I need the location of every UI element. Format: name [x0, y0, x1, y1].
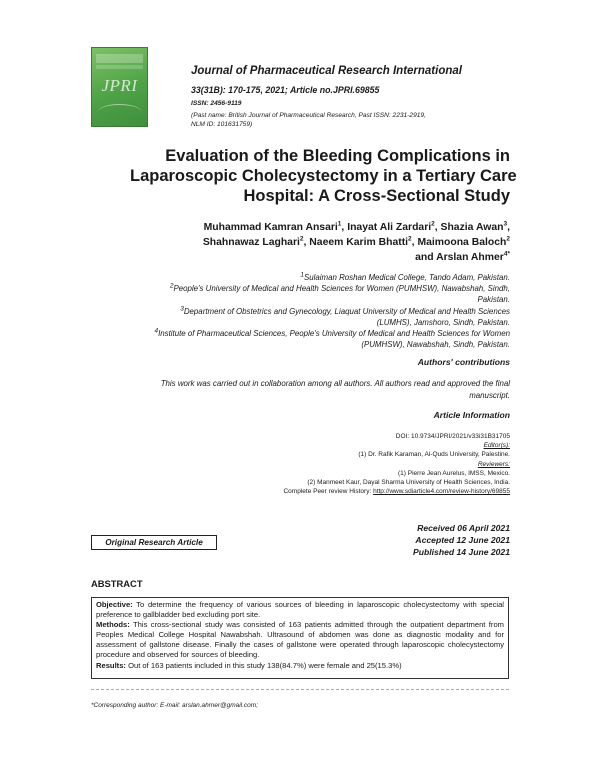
title-line: Hospital: A Cross-Sectional Study	[243, 187, 510, 205]
author-affil-mark: 4*	[503, 250, 510, 258]
affiliation-line: Pakistan.	[477, 295, 510, 305]
author-line: Muhammad Kamran Ansari$^1$, Inayat Ali Zardari$^2$, Shazia Awan$^3$,	[203, 220, 510, 233]
contributions-heading: Authors' contributions	[417, 357, 510, 367]
author-affil-mark: 1	[337, 220, 342, 228]
journal-past-name: (Past name: British Journal of Pharmaceutical Research, Past ISSN: 2231-2919, NLM ID: 101631759)	[191, 112, 426, 128]
footnote-divider	[91, 689, 509, 690]
title-line: Evaluation of the Bleeding Complications in	[165, 147, 510, 165]
author-affil-mark: 2	[408, 235, 412, 243]
author-affil-mark: 2	[506, 235, 510, 243]
abstract-results: Results: Out of 163 patients included in this study 138(84.7%) were female and 25(15.3%)	[96, 660, 402, 670]
abstract-methods: Methods: This cross-sectional study was consisted of 163 patients admitted through the outpatient department from Peoples Medical College Hospital Nawabshah. Ultrasound of abdomen was done as diagnostic modality and for assessment of gallstone disease. Finally the cases of gallstone were operated through laparoscopic cholecystectomy procedure and observed for sources of bleeding.	[96, 620, 504, 660]
corresponding-author-footnote: *Corresponding author: E-mail: arslan.ahmer@gmail.com;	[91, 702, 259, 709]
author-name: Shahnawaz Laghari	[202, 237, 300, 248]
journal-logo-mark: JPRI	[101, 76, 138, 95]
received-date: Received 06 April 2021	[417, 523, 510, 533]
abstract-objective: Objective: To determine the frequency of various sources of bleeding in laparoscopic cholecystectomy with special preference to gallbladder bed excluding port site.	[96, 600, 504, 620]
article-dates	[413, 522, 510, 558]
affiliation-line: $^3$Department of Obstetrics and Gynecology, Liaquat University of Medical and Health Sciences	[180, 304, 510, 316]
affiliation-line: (LUMHS), Jamshoro, Sindh, Pakistan.	[376, 317, 510, 327]
author-name: Inayat Ali Zardari	[347, 222, 432, 233]
published-date: Published 14 June 2021	[413, 547, 510, 557]
author-affil-mark: 2	[299, 235, 304, 243]
journal-issn: ISSN: 2456-9119	[191, 100, 242, 107]
affiliation-line: $^2$People's University of Medical and Health Sciences for Women (PUMHSW), Nawabshah, Sindh,	[169, 282, 510, 294]
affiliation-line: $^1$Sulaiman Roshan Medical College, Tando Adam, Pakistan.	[300, 271, 510, 282]
article-info-heading: Article Information	[433, 410, 510, 420]
title-line: Laparoscopic Cholecystectomy in a Tertiary Care	[130, 167, 517, 185]
article-info	[70, 432, 510, 496]
peer-review-history: Complete Peer review History: http://www.sdiarticle4.com/review-history/69855	[283, 488, 510, 496]
reviewers-label: Reviewers:	[477, 460, 510, 468]
reviewer: (1) Pierre Jean Aurelus, IMSS, Mexico.	[398, 469, 510, 477]
journal-citation: 33(31B): 170-175, 2021; Article no.JPRI.69855	[191, 85, 380, 95]
author-line: Shahnawaz Laghari$^2$, Naeem Karim Bhatti$^2$, Maimoona Baloch$^2$	[202, 235, 510, 248]
affiliation-list	[80, 272, 510, 350]
author-affil-mark: 3	[503, 220, 508, 228]
article-title	[130, 146, 517, 206]
article-type-badge: Original Research Article	[91, 535, 217, 550]
journal-cover-icon	[91, 47, 148, 127]
author-name: Naeem Karim Bhatti	[309, 237, 409, 248]
abstract-box	[91, 597, 509, 679]
author-name: Maimoona Baloch	[417, 237, 507, 248]
affiliation-line: (PUMHSW), Nawabshah, Sindh, Pakistan.	[361, 340, 510, 350]
accepted-date: Accepted 12 June 2021	[415, 535, 510, 545]
editor-label: Editor(s):	[483, 442, 510, 450]
journal-name: Journal of Pharmaceutical Research International	[191, 65, 462, 77]
cover-swoosh	[98, 104, 141, 119]
author-line	[110, 250, 510, 265]
reviewer: (2) Manmeet Kaur, Dayal Sharma University of Health Sciences, India.	[307, 479, 510, 487]
editor: (1) Dr. Rafik Karaman, Al-Quds University, Palestine.	[358, 451, 510, 459]
author-name: Arslan Ahmer	[436, 252, 504, 263]
cover-band-thin	[96, 65, 143, 69]
abstract-heading: ABSTRACT	[91, 578, 143, 589]
doi: DOI: 10.9734/JPRI/2021/v33i31B31705	[395, 433, 510, 440]
author-name: Muhammad Kamran Ansari	[203, 222, 338, 233]
author-conjunction: and	[415, 252, 434, 263]
affiliation-line: $^4$Institute of Pharmaceutical Sciences, People's University of Medical and Health Sciences for Women	[154, 327, 510, 339]
author-list	[110, 220, 510, 265]
cover-band	[96, 54, 143, 63]
peer-review-link[interactable]: http://www.sdiarticle4.com/review-history/69855	[373, 488, 510, 496]
author-name: Shazia Awan	[440, 222, 504, 233]
contributions-text: This work was carried out in collaboration among all authors. All authors read and approved the final manuscript.	[160, 379, 510, 400]
author-affil-mark: 2	[431, 220, 435, 228]
